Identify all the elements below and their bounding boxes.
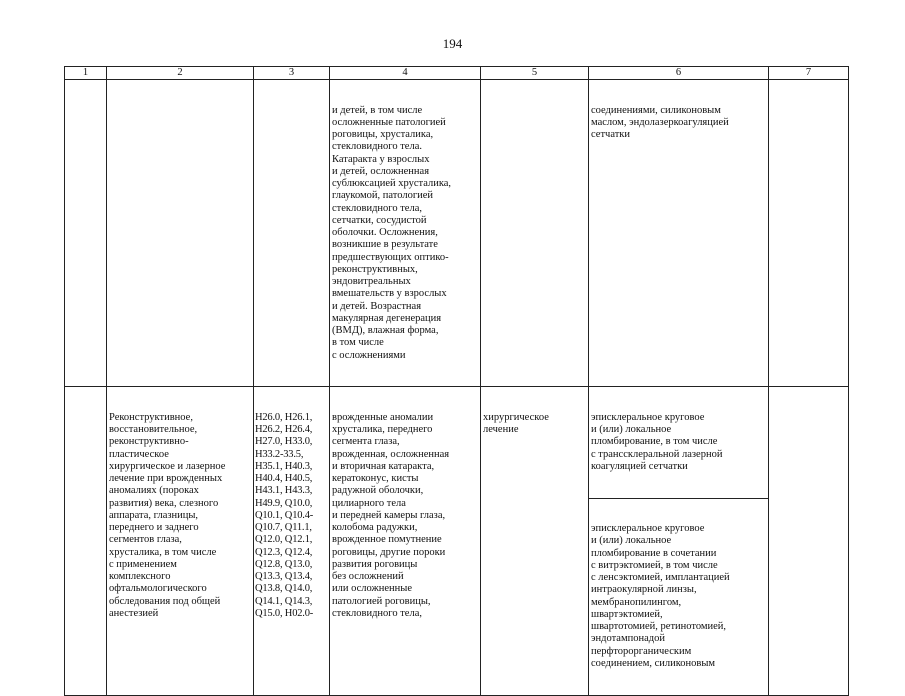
page-number: 194	[442, 36, 463, 51]
method-a-text: эписклеральное круговое и (или) локальное пломбирование, в том числе с транссклеральной лазерной коагуляцией сетчатки	[591, 411, 723, 472]
column-number-7: 7	[769, 67, 849, 80]
treatment-name-text: Реконструктивное, восстановительное, реконструктивно- пластическое хирургическое и лазерное лечение при врожденных аномалиях (пороках развития) века, слезного аппарата, глазницы, переднего и заднего сегментов глаза, хрусталика, в том числе с применением комплексного офтальмологического обследования под общей анестезией	[109, 411, 226, 619]
cell-method-b	[589, 498, 769, 695]
icd-codes-text: H26.0, H26.1, H26.2, H26.4, H27.0, H33.0, H33.2-33.5, H35.1, H40.3, H40.4, H40.5, H43.1, H43.3, H49.9, Q10.0, Q10.1, Q10.4- Q10.7, Q11.1, Q12.0, Q12.1, Q12.3, Q12.4, Q12.8, Q13.0, Q13.3, Q13.4, Q13.8, Q14.0, Q14.1, Q14.3, Q15.0, H02.0-	[255, 411, 314, 619]
diagnosis-text: врожденные аномалии хрусталика, переднего сегмента глаза, врожденная, осложненная и вторичная катаракта, кератоконус, кисты радужной оболочки, цилиарного тела и передней камеры глаза, колобома радужки, врожденное помутнение роговицы, другие пороки развития роговицы без осложнений или осложненные патологией роговицы, стекловидного тела,	[332, 411, 450, 619]
cell-empty	[769, 387, 849, 695]
cell-empty	[254, 80, 330, 387]
cell-treatment-name	[107, 387, 254, 695]
column-number-3: 3	[254, 67, 330, 80]
column-number-5: 5	[481, 67, 589, 80]
cell-diagnosis-continued	[330, 80, 481, 387]
column-number-2: 2	[107, 67, 254, 80]
column-number-6: 6	[589, 67, 769, 80]
cell-empty	[65, 80, 107, 387]
cell-empty	[769, 80, 849, 387]
diagnosis-text: и детей, в том числе осложненные патологией роговицы, хрусталика, стекловидного тела. Катаракта у взрослых и детей, осложненная сублюксацией хрусталика, глаукомой, патологией стекловидного тела, сетчатки, сосудистой оболочки. Осложнения, возникшие в результате предшествующих оптико- реконструктивных, эндовитреальных вмешательств у взрослых и детей. Возрастная макулярная дегенерация (ВМД), влажная форма, в том числе с осложнениями	[332, 104, 452, 361]
procedures-table	[64, 66, 849, 696]
cell-empty	[107, 80, 254, 387]
cell-diagnosis	[330, 387, 481, 695]
method-text: соединениями, силиконовым маслом, эндолазеркоагуляцией сетчатки	[591, 104, 729, 140]
cell-method-a	[589, 387, 769, 498]
table-row-main	[65, 387, 849, 498]
table-row-continued	[65, 80, 849, 387]
cell-empty	[481, 80, 589, 387]
column-number-row	[65, 67, 849, 80]
cell-icd-codes	[254, 387, 330, 695]
column-number-1: 1	[65, 67, 107, 80]
cell-treatment-type	[481, 387, 589, 695]
column-number-4: 4	[330, 67, 481, 80]
cell-empty	[65, 387, 107, 695]
cell-method-continued	[589, 80, 769, 387]
method-b-text: эписклеральное круговое и (или) локальное пломбирование в сочетании с витрэктомией, в том числе с ленсэктомией, имплантацией интраокулярной линзы, мембранопилингом, швартэктомией, швартотомией, ретинотомией, эндотампонадой перфторорганическим соединением, силиконовым	[591, 523, 730, 669]
treatment-type-text: хирургическое лечение	[483, 411, 549, 435]
